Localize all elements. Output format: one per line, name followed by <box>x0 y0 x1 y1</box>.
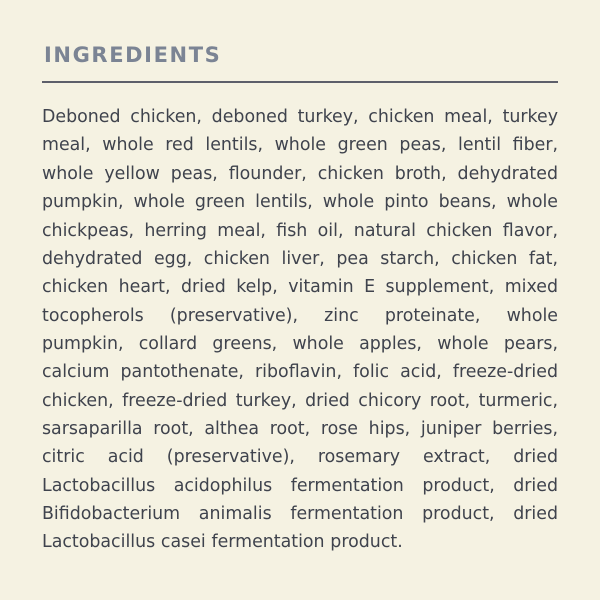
title-divider <box>42 81 558 83</box>
ingredients-text: Deboned chicken, deboned turkey, chicken meal, turkey meal, whole red lentils, whole green peas, lentil fiber, whole yellow peas, flounder, chicken broth, dehydrated pumpkin, whole green lentils, whole pinto beans, whole chickpeas, herring meal, fish oil, natural chicken flavor, dehydrated egg, chicken liver, pea starch, chicken fat, chicken heart, dried kelp, vitamin E supplement, mixed tocopherols (preservative), zinc proteinate, whole pumpkin, collard greens, whole apples, whole pears, calcium pantothenate, riboflavin, folic acid, freeze-dried chicken, freeze-dried turkey, dried chicory root, turmeric, sarsaparilla root, althea root, rose hips, juniper berries, citric acid (preservative), rosemary extract, dried Lactobacillus acidophilus fermentation product, dried Bifidobacterium animalis fermentation product, dried Lactobacillus casei fermentation product. <box>42 107 558 553</box>
page-title: INGREDIENTS <box>44 43 222 67</box>
